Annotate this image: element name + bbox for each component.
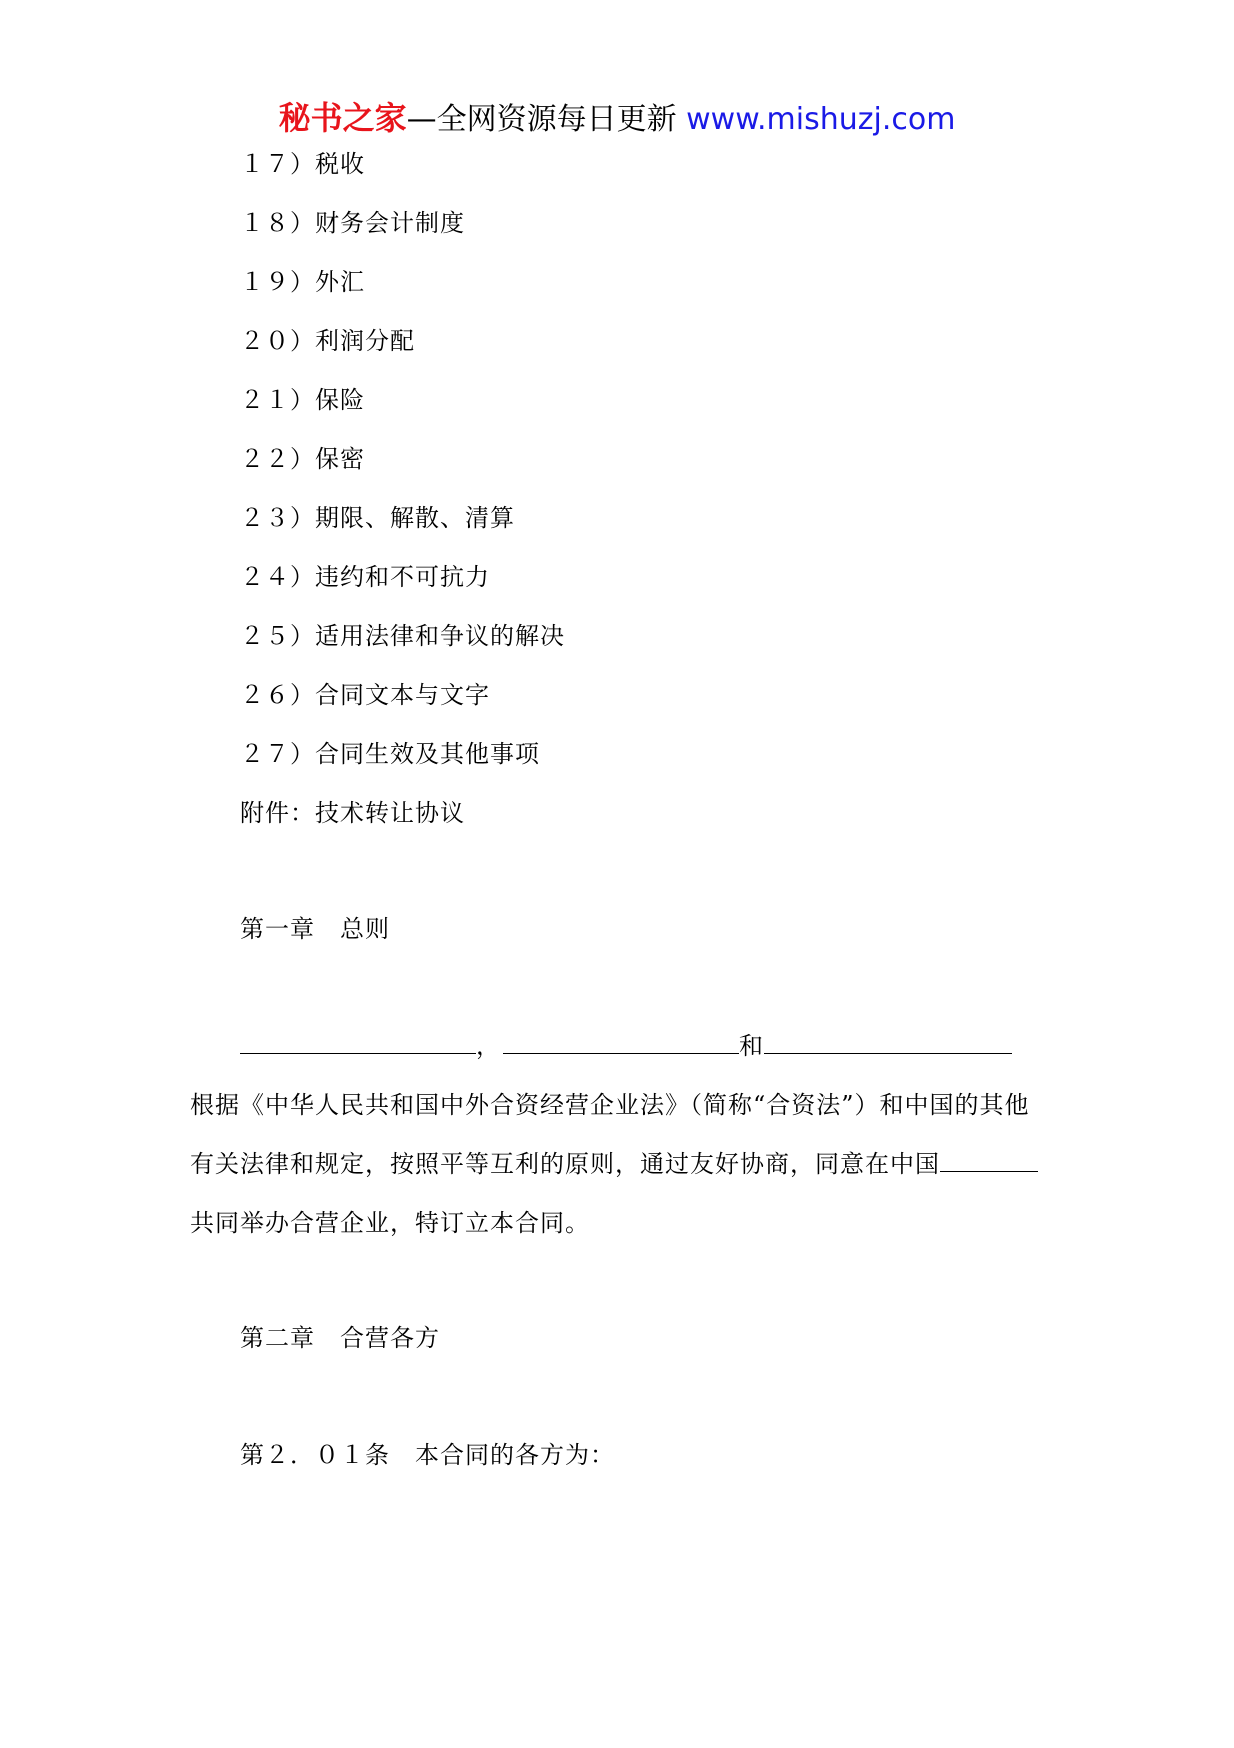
toc-item: ２４）违约和不可抗力 (240, 563, 490, 591)
toc-item: ２６）合同文本与文字 (240, 681, 490, 709)
location-blank (940, 1149, 1038, 1172)
chapter-1-paragraph-line-2 (190, 1148, 1038, 1180)
site-tagline: —全网资源每日更新 (406, 102, 687, 137)
chapter-1-paragraph-line-1: 根据《中华人民共和国中外合资经营企业法》（简称“合资法”）和中国的其他 (190, 1091, 1030, 1119)
toc-item: ２１）保险 (240, 386, 365, 414)
toc-item: ２７）合同生效及其他事项 (240, 740, 540, 768)
article-2-01: 第２．０１条 本合同的各方为： (240, 1441, 615, 1469)
chapter-1-title: 第一章 总则 (240, 915, 390, 943)
parties-blank-line (240, 1030, 1012, 1062)
party-a-blank (240, 1031, 476, 1054)
toc-item: ２０）利润分配 (240, 327, 415, 355)
and-word: 和 (739, 1032, 764, 1060)
toc-item-appendix: 附件：技术转让协议 (240, 799, 465, 827)
site-url-link[interactable]: www.mishuzj.com (686, 102, 956, 137)
chapter-2-title: 第二章 合营各方 (240, 1324, 440, 1352)
comma-separator: ， (476, 1032, 501, 1060)
party-c-blank (764, 1031, 1012, 1054)
toc-item: ２３）期限、解散、清算 (240, 504, 515, 532)
site-header (0, 98, 1234, 140)
toc-item: １９）外汇 (240, 268, 365, 296)
toc-item: ２２）保密 (240, 445, 365, 473)
toc-item: １８）财务会计制度 (240, 209, 465, 237)
toc-item: ２５）适用法律和争议的解决 (240, 622, 565, 650)
toc-item: １７）税收 (240, 150, 365, 178)
chapter-1-paragraph-line-3: 共同举办合营企业，特订立本合同。 (190, 1209, 590, 1237)
party-b-blank (503, 1031, 739, 1054)
site-brand: 秘书之家 (278, 99, 407, 137)
paragraph-line-2-text: 有关法律和规定，按照平等互利的原则，通过友好协商，同意在中国 (190, 1150, 940, 1178)
